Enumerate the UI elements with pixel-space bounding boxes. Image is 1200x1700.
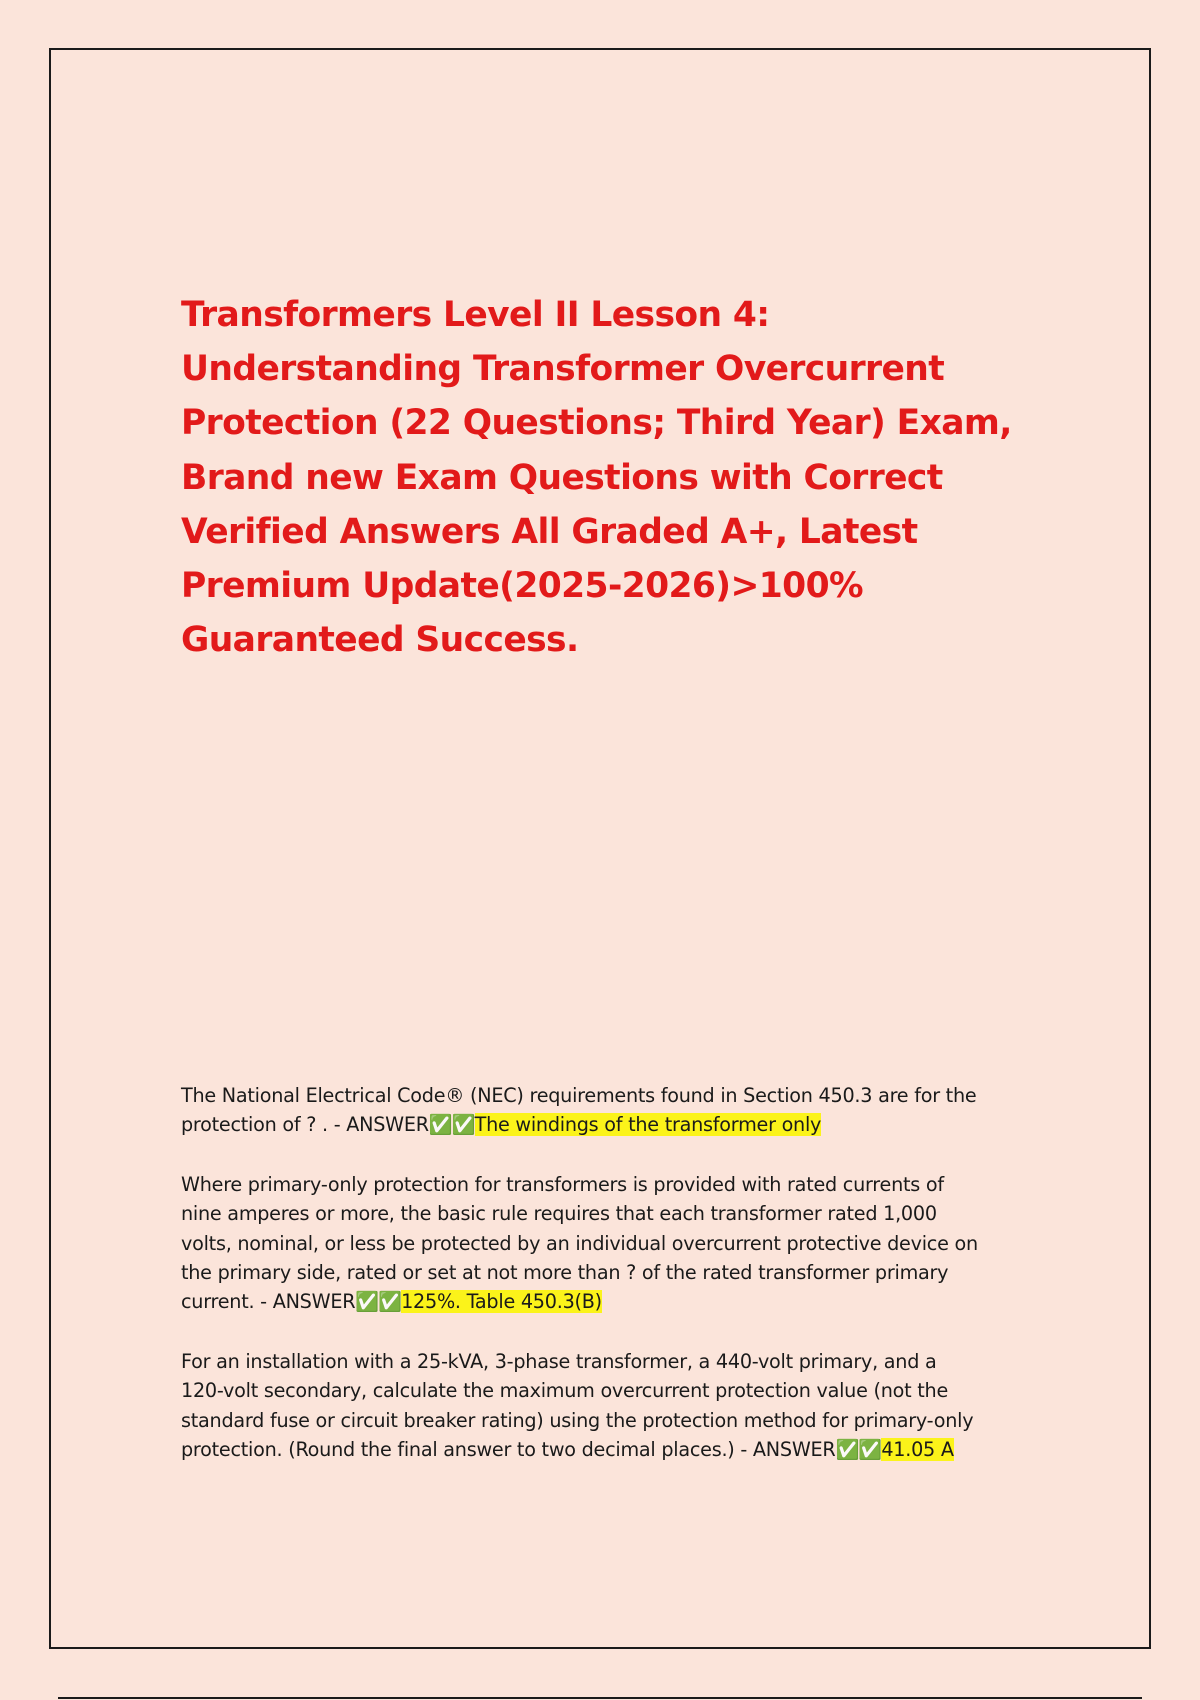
question-text-line: nine amperes or more, the basic rule requires that each transformer rated 1,000 [181,1202,937,1226]
question-text-line: standard fuse or circuit breaker rating) using the protection method for primary-only [181,1408,974,1432]
answer-highlight: 125%. Table 450.3(B) [401,1290,602,1314]
question-text-line: Where primary-only protection for transformers is provided with rated currents of [181,1172,944,1196]
title-line: Protection (22 Questions; Third Year) Exam, [181,403,1012,444]
title-line: Transformers Level II Lesson 4: [181,295,770,335]
title-line: Brand new Exam Questions with Correct [181,457,943,498]
question-text-line: the primary side, rated or set at not more than ? of the rated transformer primary [181,1261,949,1285]
question-text-line [181,1287,1041,1316]
question-list [181,1081,1041,1494]
answer-marker: - ANSWER [333,1113,429,1137]
question-text-tail: protection of ? . [181,1113,334,1137]
question-text-line: 120-volt secondary, calculate the maximum overcurrent protection value (not the [181,1379,948,1403]
question-text-line: For an installation with a 25-kVA, 3-phase transformer, a 440-volt primary, and a [181,1349,937,1373]
document-title [181,288,1021,667]
question-text-tail: current. [181,1290,261,1314]
double-check-icon: ✅✅ [428,1113,475,1137]
title-line: Verified Answers All Graded A+, Latest [181,511,918,552]
question-text-line: The National Electrical Code® (NEC) requirements found in Section 450.3 are for the [181,1084,977,1107]
question-item [181,1170,1041,1317]
double-check-icon: ✅✅ [835,1438,882,1462]
answer-marker: - ANSWER [260,1290,356,1314]
question-text-line [181,1110,1041,1139]
question-item [181,1081,1041,1140]
answer-highlight: The windings of the transformer only [474,1113,822,1137]
title-line: Guaranteed Success. [181,620,579,661]
double-check-icon: ✅✅ [355,1290,402,1314]
answer-highlight: 41.05 A [881,1438,954,1462]
answer-marker: - ANSWER [740,1438,836,1462]
page-divider [58,1697,1142,1699]
title-line: Premium Update(2025-2026)>100% [181,566,863,607]
question-text-line: volts, nominal, or less be protected by an individual overcurrent protective device on [181,1231,978,1255]
question-text-line [181,1435,1041,1464]
title-line: Understanding Transformer Overcurrent [181,349,945,390]
question-text-tail: protection. (Round the final answer to two decimal places.) [181,1438,741,1462]
question-item [181,1347,1041,1465]
